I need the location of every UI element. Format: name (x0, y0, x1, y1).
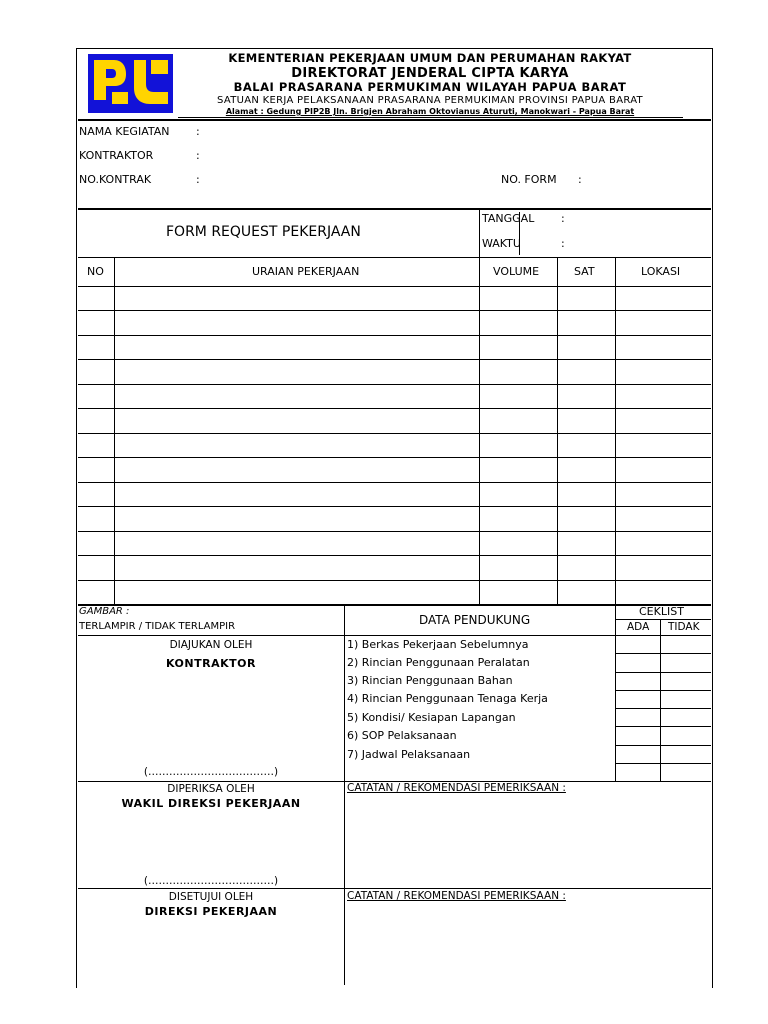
no-form-colon: : (578, 173, 582, 186)
col-header-uraian: URAIAN PEKERJAAN (252, 265, 360, 278)
pu-logo (88, 54, 173, 113)
table-row (78, 482, 711, 483)
no-form-label: NO. FORM (501, 173, 557, 186)
data-pendukung-item: 1) Berkas Pekerjaan Sebelumnya (347, 638, 529, 651)
table-header-bottom (78, 286, 711, 287)
pu-logo-shape (88, 54, 173, 113)
disetujui-oleh-label: DISETUJUI OLEH (168, 891, 254, 903)
kontraktor-label: KONTRAKTOR (79, 149, 154, 162)
table-row (78, 555, 711, 556)
no-kontrak-colon: : (196, 173, 200, 186)
header-balai: BALAI PRASARANA PERMUKIMAN WILAYAH PAPUA BARAT (233, 80, 627, 94)
data-pendukung-item: 3) Rincian Penggunaan Bahan (347, 674, 513, 687)
ceklist-left-divider (615, 605, 616, 781)
ceklist-row (615, 763, 711, 764)
data-pendukung-item: 6) SOP Pelaksanaan (347, 729, 457, 742)
table-row (78, 335, 711, 336)
table-row (78, 408, 711, 409)
header-address: Alamat : Gedung PIP2B Jln. Brigjen Abraham Oktovianus Aturuti, Manokwari - Papua Barat (225, 107, 635, 116)
ceklist-row (615, 653, 711, 654)
form-title: FORM REQUEST PEKERJAAN (166, 224, 361, 240)
ceklist-tidak: TIDAK (668, 621, 700, 633)
catatan-label-2: CATATAN / REKOMENDASI PEMERIKSAAN : (347, 890, 566, 902)
tanggal-colon: : (561, 212, 565, 225)
header-underline (178, 117, 683, 118)
ceklist-row (615, 708, 711, 709)
data-pendukung-item: 7) Jadwal Pelaksanaan (347, 748, 471, 761)
wakil-direksi-signer: WAKIL DIREKSI PEKERJAAN (121, 797, 301, 810)
header-ministry: KEMENTERIAN PEKERJAAN UMUM DAN PERUMAHAN RAKYAT (228, 51, 632, 65)
kontraktor-signature-line: (………………………………) (143, 766, 279, 778)
title-vertical-divider (479, 208, 480, 257)
diperiksa-bottom (78, 888, 711, 889)
header-divider (78, 119, 711, 121)
table-row (78, 359, 711, 360)
catatan-label-1: CATATAN / REKOMENDASI PEMERIKSAAN : (347, 782, 566, 794)
ceklist-row (615, 726, 711, 727)
no-kontrak-label: NO.KONTRAK (79, 173, 152, 186)
title-divider (78, 257, 711, 258)
table-row (78, 531, 711, 532)
col-header-volume: VOLUME (493, 265, 540, 278)
table-row (78, 506, 711, 507)
wakil-direksi-signature-line: (………………………………) (143, 875, 279, 887)
col-header-sat: SAT (574, 265, 595, 278)
tanggal-label: TANGGAL (482, 212, 535, 225)
data-pendukung-item: 4) Rincian Penggunaan Tenaga Kerja (347, 692, 548, 705)
header-satker: SATUAN KERJA PELAKSANAAN PRASARANA PERMUKIMAN PROVINSI PAPUA BARAT (217, 95, 643, 106)
ceklist-ada: ADA (627, 621, 650, 633)
table-row (78, 433, 711, 434)
ceklist-row (615, 745, 711, 746)
data-pendukung-title: DATA PENDUKUNG (419, 613, 531, 627)
diajukan-oleh-label: DIAJUKAN OLEH (169, 639, 253, 651)
data-pendukung-item: 2) Rincian Penggunaan Peralatan (347, 656, 530, 669)
gambar-bottom (78, 635, 711, 636)
kontraktor-signer: KONTRAKTOR (166, 657, 256, 670)
gambar-label: GAMBAR : (79, 606, 130, 617)
kontraktor-colon: : (196, 149, 200, 162)
col-header-no: NO (87, 265, 104, 278)
ceklist-subheader-line (615, 619, 711, 620)
diperiksa-oleh-label: DIPERIKSA OLEH (167, 783, 255, 795)
data-pendukung-item: 5) Kondisi/ Kesiapan Lapangan (347, 711, 516, 724)
ceklist-ada-tidak-divider (660, 619, 661, 781)
header-directorate: DIREKTORAT JENDERAL CIPTA KARYA (291, 66, 569, 81)
left-right-divider (344, 605, 345, 985)
ceklist-label: CEKLIST (639, 605, 684, 618)
nama-kegiatan-colon: : (196, 125, 200, 138)
waktu-label: WAKTU (482, 237, 521, 250)
waktu-colon: : (561, 237, 565, 250)
table-row (78, 310, 711, 311)
direksi-signer: DIREKSI PEKERJAAN (144, 905, 278, 918)
nama-kegiatan-label: NAMA KEGIATAN (79, 125, 170, 138)
form-frame (76, 48, 713, 988)
col-header-lokasi: LOKASI (641, 265, 681, 278)
table-row (78, 457, 711, 458)
gambar-option: TERLAMPIR / TIDAK TERLAMPIR (79, 621, 236, 632)
info-divider (78, 208, 711, 210)
ceklist-row (615, 690, 711, 691)
table-row (78, 384, 711, 385)
table-bottom (78, 604, 711, 606)
ceklist-row (615, 672, 711, 673)
table-row (78, 580, 711, 581)
